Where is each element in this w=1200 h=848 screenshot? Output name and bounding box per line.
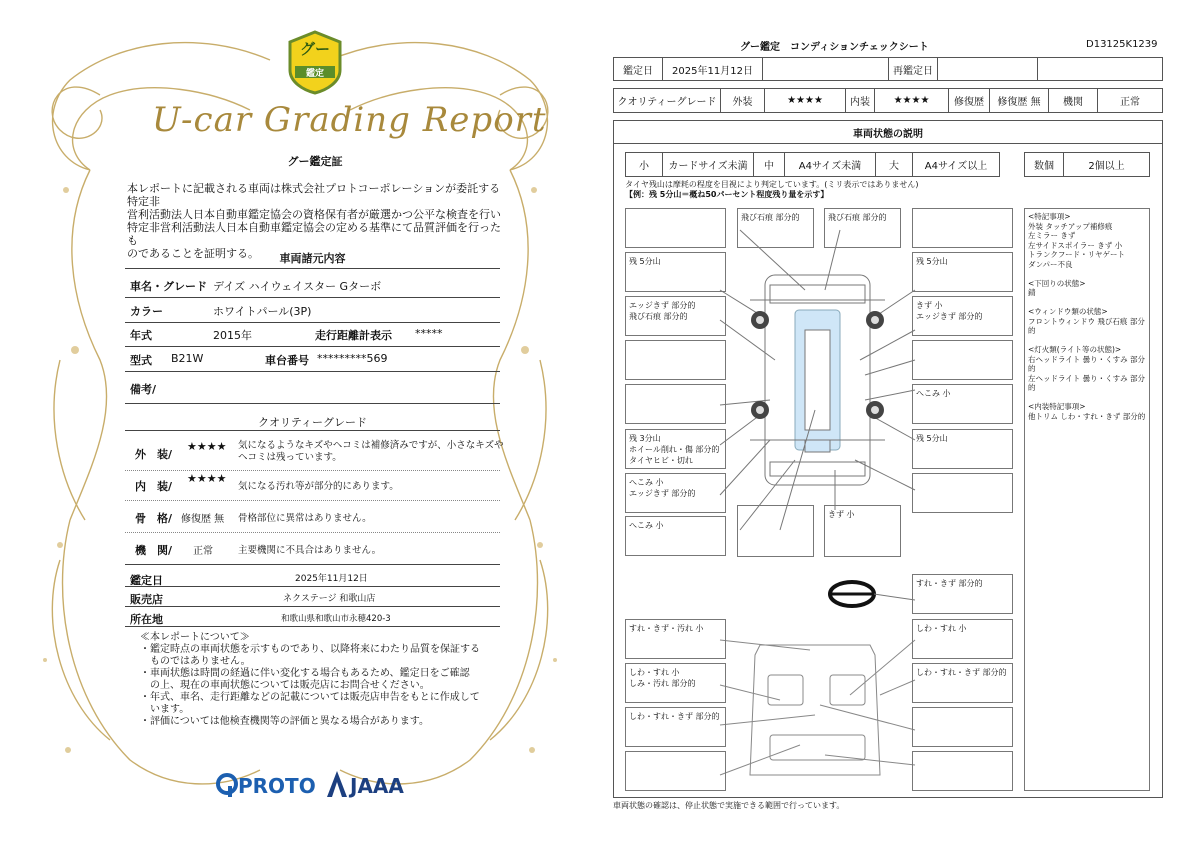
size-legend-medium: 中 [753, 152, 785, 177]
damage-box-l7: へこみ 小 エッジきず 部分的 [625, 473, 726, 513]
year-row: 年式 2015年 走行距離計表示 ***** [125, 322, 500, 347]
sheet-title: グー鑑定 コンディションチェックシート [740, 42, 929, 53]
damage-box-r2: 残 5分山 [912, 252, 1013, 292]
report-script-title: U-car Grading Report [152, 100, 547, 140]
size-legend-large-desc: A4サイズ以上 [912, 152, 1000, 177]
redate-label-cell: 再鑑定日 [888, 57, 938, 81]
badge-top-text: グー [299, 40, 330, 58]
sheet-footer: 車両状態の確認は、停止状態で実施できる範囲で行っています。 [613, 801, 845, 810]
date-empty-cell [762, 57, 889, 81]
size-legend-small: 小 [625, 152, 663, 177]
redate-empty-cell [1037, 57, 1163, 81]
size-legend-medium-desc: A4サイズ未満 [784, 152, 876, 177]
date-row: 鑑定日 2025年11月12日 [125, 566, 500, 587]
damage-box-l5 [625, 384, 726, 424]
damage-box-bottom-center-right: きず 小 [824, 505, 901, 557]
damage-box-l3: エッジきず 部分的 飛び石痕 部分的 [625, 296, 726, 336]
tire-note: タイヤ残山は摩耗の程度を目視により判定しています。(ミリ表示ではありません) 【例：残 5分山＝概ね50パーセント程度残り量を示す】 [625, 180, 919, 199]
count-value: 2個以上 [1063, 152, 1150, 177]
color-row: カラー ホワイトパール(3P) [125, 297, 500, 323]
damage-box-in-l2: しわ・すれ 小 しみ・汚れ 部分的 [625, 663, 726, 703]
damage-box-l2: 残 5分山 [625, 252, 726, 292]
damage-box-top-center-left: 飛び石痕 部分的 [737, 208, 814, 248]
quality-heading: クオリティーグレード [258, 416, 367, 429]
damage-box-in-l4 [625, 751, 726, 791]
count-label: 数個 [1024, 152, 1064, 177]
engine-value-cell: 正常 [1097, 88, 1163, 113]
damage-box-r7 [912, 473, 1013, 513]
state-heading: 車両状態の説明 [613, 120, 1163, 144]
damage-box-in-l3: しわ・すれ・きず 部分的 [625, 707, 726, 747]
damage-box-l8: へこみ 小 [625, 516, 726, 556]
damage-box-l1 [625, 208, 726, 248]
damage-box-l6: 残 3分山 ホイール削れ・傷 部分的 タイヤヒビ・切れ [625, 429, 726, 469]
exterior-label-cell: 外装 [720, 88, 765, 113]
size-legend-small-desc: カードサイズ未満 [662, 152, 754, 177]
date-value-cell: 2025年11月12日 [662, 57, 763, 81]
exterior-row: 外 装/ ★★★★ 気になるようなキズやヘコミは補修済みですが、小さなキズや ヘコミは残っています。 [125, 434, 500, 471]
badge-bottom-text: 鑑定 [305, 69, 324, 79]
spec-heading: 車両諸元内容 [279, 252, 346, 265]
about-report: ≪本レポートについて≫ ・鑑定時点の車両状態を示すものであり、以降将来にわたり品質を保証する ものではありません。 ・車両状態は時間の経過に伴い変化する場合もあるため、鑑定日をご確認 の上、現在の車両状態については販売店にお問合せください。 ・年式、車名、走行距離などの記載については販売店申告をもとに作成して います。 ・評価については他検査機関等の評価と異なる場合があります。 [140, 632, 480, 727]
exterior-stars-cell: ★★★★ [764, 88, 846, 113]
quality-label-cell: クオリティーグレード [613, 88, 721, 113]
damage-box-in-r2: しわ・すれ・きず 部分的 [912, 663, 1013, 703]
doc-id: D13125K1239 [1086, 39, 1158, 50]
remarks-row: 備考/ [125, 371, 500, 404]
special-notes: <特記事項> 外装 タッチアップ補修痕 左ミラー きず 左サイドスポイラー きず 小 トランクフード・リヤゲート ダンパー不良 <下回りの状態> 錆 <ウィンドウ類の状態> フロントウィンドウ 飛び石痕 部分的 <灯火類(ライト等の状態)> 右ヘッドライト 曇り・くすみ 部分的 左ヘッドライト 曇り・くすみ 部分的 <内装特記事項> 他トリム しわ・すれ・きず 部分的 [1024, 208, 1150, 791]
damage-box-bottom-center-left [737, 505, 814, 557]
damage-box-in-r3 [912, 707, 1013, 747]
car-name-row: 車名・グレード デイズ ハイウェイスター Gターボ [125, 272, 500, 298]
repair-value-cell: 修復歴 無 [989, 88, 1049, 113]
interior-stars-cell: ★★★★ [874, 88, 949, 113]
cert-text: 本レポートに記載される車両は株式会社プロトコーポレーションが委託する特定非 営利活動法人日本自動車鑑定協会の資格保有者が厳選かつ公平な検査を行い 特定非営利活動法人日本自動車鑑定協会の定める基準にて品質評価を行ったも のであることを証明する。 [127, 183, 501, 260]
model-row: 型式 B21W 車台番号 *********569 [125, 346, 500, 372]
address-row: 所在地 和歌山県和歌山市永穂420-3 [125, 606, 500, 627]
cert-heading: グー鑑定証 [287, 155, 343, 168]
damage-box-l4 [625, 340, 726, 380]
jaaa-logo-text: JAAA [350, 774, 404, 798]
damage-box-r5: へこみ 小 [912, 384, 1013, 424]
interior-label-cell: 内装 [845, 88, 875, 113]
damage-box-r4 [912, 340, 1013, 380]
damage-box-in-l1: すれ・きず・汚れ 小 [625, 619, 726, 659]
shop-row: 販売店 ネクステージ 和歌山店 [125, 586, 500, 607]
jaaa-logo-icon [326, 770, 348, 798]
damage-box-r1 [912, 208, 1013, 248]
damage-box-in-r4 [912, 751, 1013, 791]
frame-row: 骨 格/ 修復歴 無 骨格部位に異常はありません。 [125, 500, 500, 533]
engine-label-cell: 機関 [1048, 88, 1098, 113]
proto-logo-text: PROTO [238, 774, 316, 798]
damage-box-r3: きず 小 エッジきず 部分的 [912, 296, 1013, 336]
repair-label-cell: 修復歴 [948, 88, 990, 113]
interior-row: 内 装/ ★★★★ 気になる汚れ等が部分的にあります。 [125, 470, 500, 501]
damage-box-in-r1: しわ・すれ 小 [912, 619, 1013, 659]
damage-box-r6: 残 5分山 [912, 429, 1013, 469]
damage-box-steering: すれ・きず 部分的 [912, 574, 1013, 614]
date-label-cell: 鑑定日 [613, 57, 663, 81]
damage-box-top-center-right: 飛び石痕 部分的 [824, 208, 901, 248]
engine-row: 機 関/ 正常 主要機関に不具合はありません。 [125, 532, 500, 565]
size-legend-large: 大 [875, 152, 913, 177]
redate-value-cell [937, 57, 1038, 81]
proto-logo-icon [215, 772, 239, 798]
